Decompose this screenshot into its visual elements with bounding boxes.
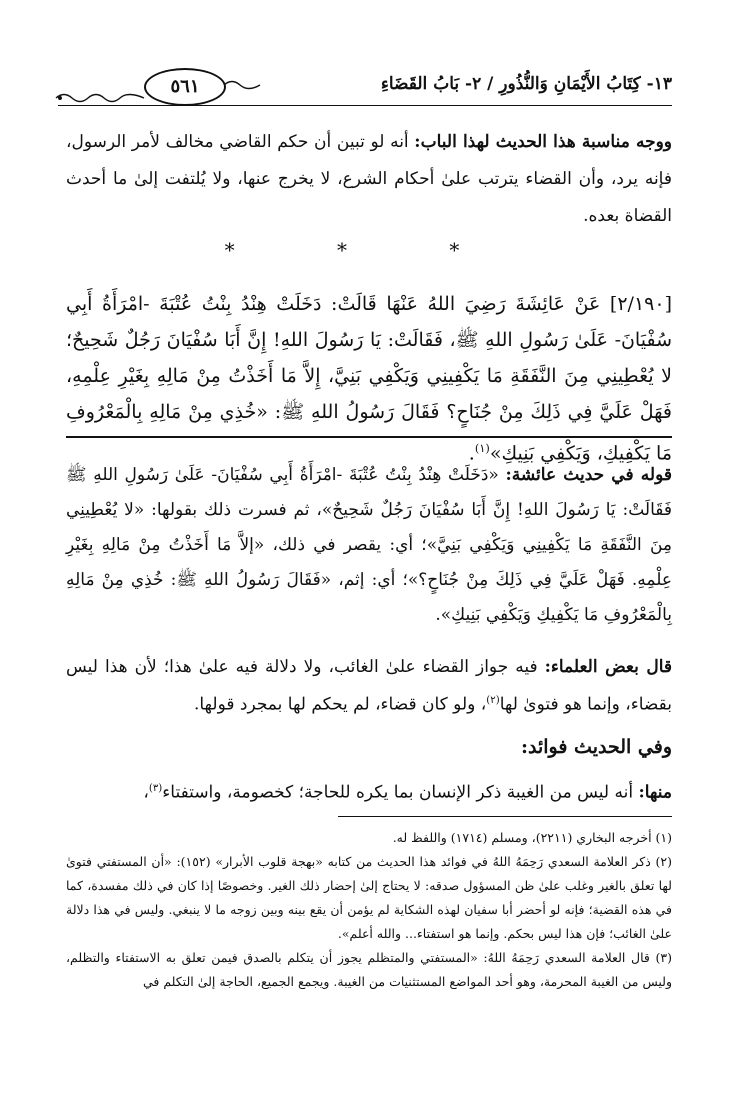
hadith-body: [٢/١٩٠] عَنْ عَائِشَةَ رَضِيَ اللهُ عَنْهَا قَالَتْ: دَخَلَتْ هِنْدُ بِنْتُ عُتْبَةَ -امْرَأَةُ أَبِي سُفْيَانَ- عَلَىٰ رَسُولِ اللهِ ﷺ، فَقَالَتْ: يَا رَسُولَ اللهِ! إِنَّ أَبَا سُفْيَانَ رَجُلٌ شَحِيحٌ؛ لا يُعْطِينِي مِنَ النَّفَقَةِ مَا يَكْفِينِي وَيَكْفِي بَنِيَّ، إِلاَّ مَا أَخَذْتُ مِنْ مَالِهِ بِغَيْرِ عِلْمِهِ، فَهَلْ عَلَيَّ فِي ذَلِكَ مِنْ جُنَاحٍ؟ فَقَالَ رَسُولُ اللهِ ﷺ: «خُذِي مِنْ مَالِهِ بِالْمَعْرُوفِ مَا يَكْفِيكِ، وَيَكْفِي بَنِيكِ» — [66, 293, 672, 465]
scholars-lead: قال بعض العلماء: — [544, 657, 672, 677]
benefits-heading: وفي الحديث فوائد: — [520, 736, 672, 758]
benefits-text: أنه ليس من الغيبة ذكر الإنسان بما يكره للحاجة؛ كخصومة، واستفتاء — [162, 782, 639, 803]
footnote-2: (٢) ذكر العلامة السعدي رَحِمَهُ اللهُ في فوائد هذا الحديث من كتابه «بهجة قلوب الأبرار» (١٥٢): «أن المستفتي فتوىٰ لها تعلق بالغير وغلب علىٰ ظن المسؤول صدقه: لا يحتاج إلىٰ إحضار ذلك الغير. وخصوصًا إذا كان في ذلك مفسدة، كما في هذه القضية؛ فإنه لو أحضر أبا سفيان لهذه الشكاية لم يؤمن أن يقع بينه وبين زوجه ما لا ينبغي. وليس في هذا دلالة علىٰ الغائب؛ فإن هذا ليس بحكم. وإنما هو استفتاء... والله أعلم». — [66, 854, 673, 941]
benefits-tail: ، — [143, 782, 149, 803]
hadith-divider — [66, 436, 672, 438]
intro-lead: ووجه مناسبة هذا الحديث لهذا الباب: — [414, 132, 673, 152]
benefits-lead: منها: — [638, 782, 672, 803]
footnote-divider — [338, 816, 672, 817]
header-divider — [58, 105, 672, 106]
commentary-lead: قوله في حديث عائشة: — [505, 465, 672, 485]
footnote-ref-2: (٢) — [486, 695, 500, 706]
intro-text: أنه لو تبين أن حكم القاضي مخالف لأمر الرسول، فإنه يرد، وأن القضاء يترتب علىٰ أحكام الشرع، لا يخرج عنها، ولا يُلتفت إلىٰ ما أحدث القضاة بعده. — [66, 132, 672, 226]
scholars-text: فيه جواز القضاء علىٰ الغائب، ولا دلالة فيه علىٰ هذا؛ لأن هذا ليس بقضاء، وإنما هو فتوىٰ لها — [66, 657, 672, 715]
scholars-tail: ، ولو كان قضاء، لم يحكم لها بمجرد قولها. — [193, 694, 487, 715]
footnote-ref-3: (٣) — [148, 783, 163, 794]
commentary-text: «دَخَلَتْ هِنْدُ بِنْتُ عُتْبَةَ -امْرَأَةُ أَبِي سُفْيَانَ- عَلَىٰ رَسُولِ اللهِ ﷺ فَقَالَتْ: يَا رَسُولَ اللهِ! إِنَّ أَبَا سُفْيَانَ رَجُلٌ شَحِيحٌ»، ثم فسرت ذلك بقولها: «لا يُعْطِينِي مِنَ النَّفَقَةِ مَا يَكْفِينِي وَيَكْفِي بَنِيَّ»؛ أي: يقصر في ذلك، «إلاَّ مَا أَخَذْتُ مِنْ مَالِهِ بِغَيْرِ عِلْمِهِ. فَهَلْ عَلَيَّ فِي ذَلِكَ مِنْ جُنَاحٍ؟»؛ أي: إثم، «فَقَالَ رَسُولُ اللهِ ﷺ: خُذِي مِنْ مَالِهِ بِالْمَعْرُوفِ مَا يَكْفِيكِ وَيَكْفِي بَنِيكِ». — [66, 465, 672, 625]
running-title: ١٣- كِتَابُ الأَيْمَانِ وَالنُّذُورِ / ٢- بَابُ القَضَاءِ — [380, 74, 672, 94]
page-header — [58, 62, 672, 112]
header-ornament-icon — [54, 90, 146, 104]
footnotes — [66, 826, 672, 994]
footnote-3: (٣) قال العلامة السعدي رَحِمَهُ اللهُ: «المستفتي والمتظلم يجوز أن يتكلم بالصدق فيمن تعلق به الاستفتاء والتظلم، وليس من الغيبة المحرمة، وهو أحد المواضع المستثنيات من الغيبة. ويجمع الجميع، الحاجة إلىٰ التكلم في — [66, 950, 672, 989]
hadith-text: [٢/١٩٠] عَنْ عَائِشَةَ رَضِيَ اللهُ عَنْهَا قَالَتْ: دَخَلَتْ هِنْدُ بِنْتُ عُتْبَةَ -امْرَأَةُ أَبِي سُفْيَانَ- عَلَىٰ رَسُولِ اللهِ ﷺ، فَقَالَتْ: يَا رَسُولَ اللهِ! إِنَّ أَبَا سُفْيَانَ رَجُلٌ شَحِيحٌ؛ لا يُعْطِينِي مِنَ النَّفَقَةِ مَا يَكْفِينِي وَيَكْفِي بَنِيَّ، إِلاَّ مَا أَخَذْتُ مِنْ مَالِهِ بِغَيْرِ عِلْمِهِ، فَهَلْ عَلَيَّ فِي ذَلِكَ مِنْ جُنَاحٍ؟ فَقَالَ رَسُولُ اللهِ ﷺ: «خُذِي مِنْ مَالِهِ بِالْمَعْرُوفِ مَا يَكْفِيكِ، وَيَكْفِي بَنِيكِ»$^{(١)}$. — [66, 293, 672, 465]
intro-paragraph — [66, 124, 672, 235]
star-separator: * * * — [224, 238, 508, 262]
footnote-ref-1: (١) — [474, 441, 490, 455]
benefits-paragraph — [66, 772, 672, 810]
header-ornament-icon — [222, 78, 262, 92]
footnote-1: (١) أخرجه البخاري (٢٢١١)، ومسلم (١٧١٤) واللفظ له. — [392, 830, 672, 845]
scholars-paragraph — [66, 650, 672, 722]
commentary-paragraph — [66, 458, 672, 633]
page-number: ٥٦١ — [144, 68, 226, 106]
